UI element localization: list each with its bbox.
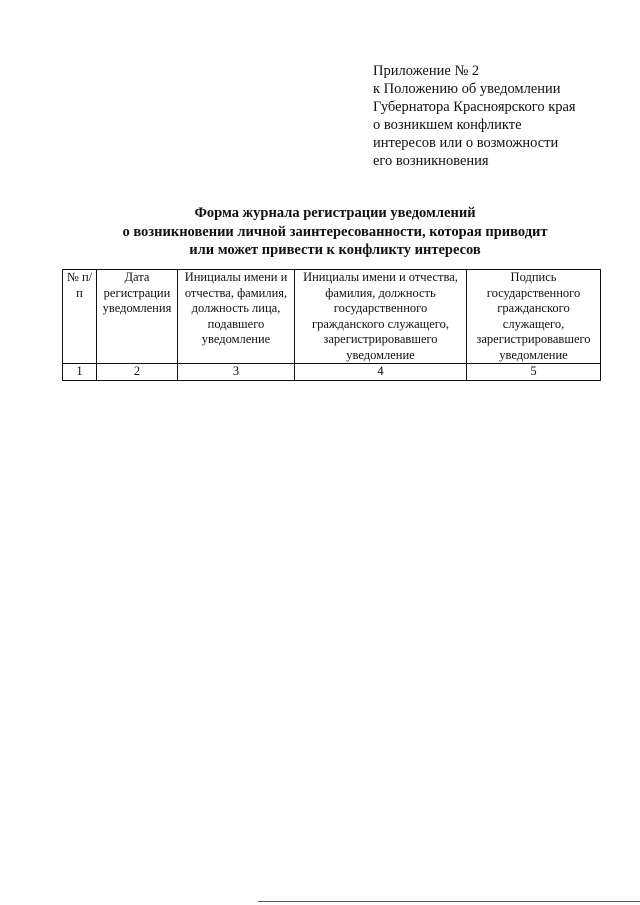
scan-edge-line	[258, 901, 640, 902]
column-number-cell: 3	[178, 364, 295, 381]
appendix-line: о возникшем конфликте	[373, 117, 522, 133]
table-row	[63, 364, 601, 381]
appendix-note	[373, 62, 623, 170]
form-title-line: о возникновении личной заинтересованности, которая приводит	[122, 223, 548, 240]
appendix-line: Приложение № 2	[373, 63, 480, 79]
column-number-cell: 2	[97, 364, 178, 381]
form-title	[40, 204, 630, 260]
column-number-cell: 1	[63, 364, 97, 381]
column-header-registration-date: Дата регистрации уведомления	[97, 270, 178, 364]
registration-journal-table	[62, 269, 601, 381]
form-title-line: Форма журнала регистрации уведомлений	[194, 205, 476, 221]
column-header-signature: Подпись государственного гражданского служащего, зарегистрировавшего уведомление	[467, 270, 601, 364]
column-header-submitter: Инициалы имени и отчества, фамилия, должность лица, подавшего уведомление	[178, 270, 295, 364]
table-header-row	[63, 270, 601, 364]
column-header-number: № п/п	[63, 270, 97, 364]
column-number-cell: 5	[467, 364, 601, 381]
appendix-line: к Положению об уведомлении	[373, 81, 561, 97]
column-header-registrar: Инициалы имени и отчества, фамилия, должность государственного гражданского служащего, зарегистрировавшего уведомление	[295, 270, 467, 364]
column-number-cell: 4	[295, 364, 467, 381]
appendix-line: интересов или о возможности	[373, 135, 559, 151]
appendix-line: его возникновения	[373, 153, 489, 169]
appendix-line: Губернатора Красноярского края	[373, 99, 576, 115]
form-title-line: или может привести к конфликту интересов	[189, 242, 481, 258]
